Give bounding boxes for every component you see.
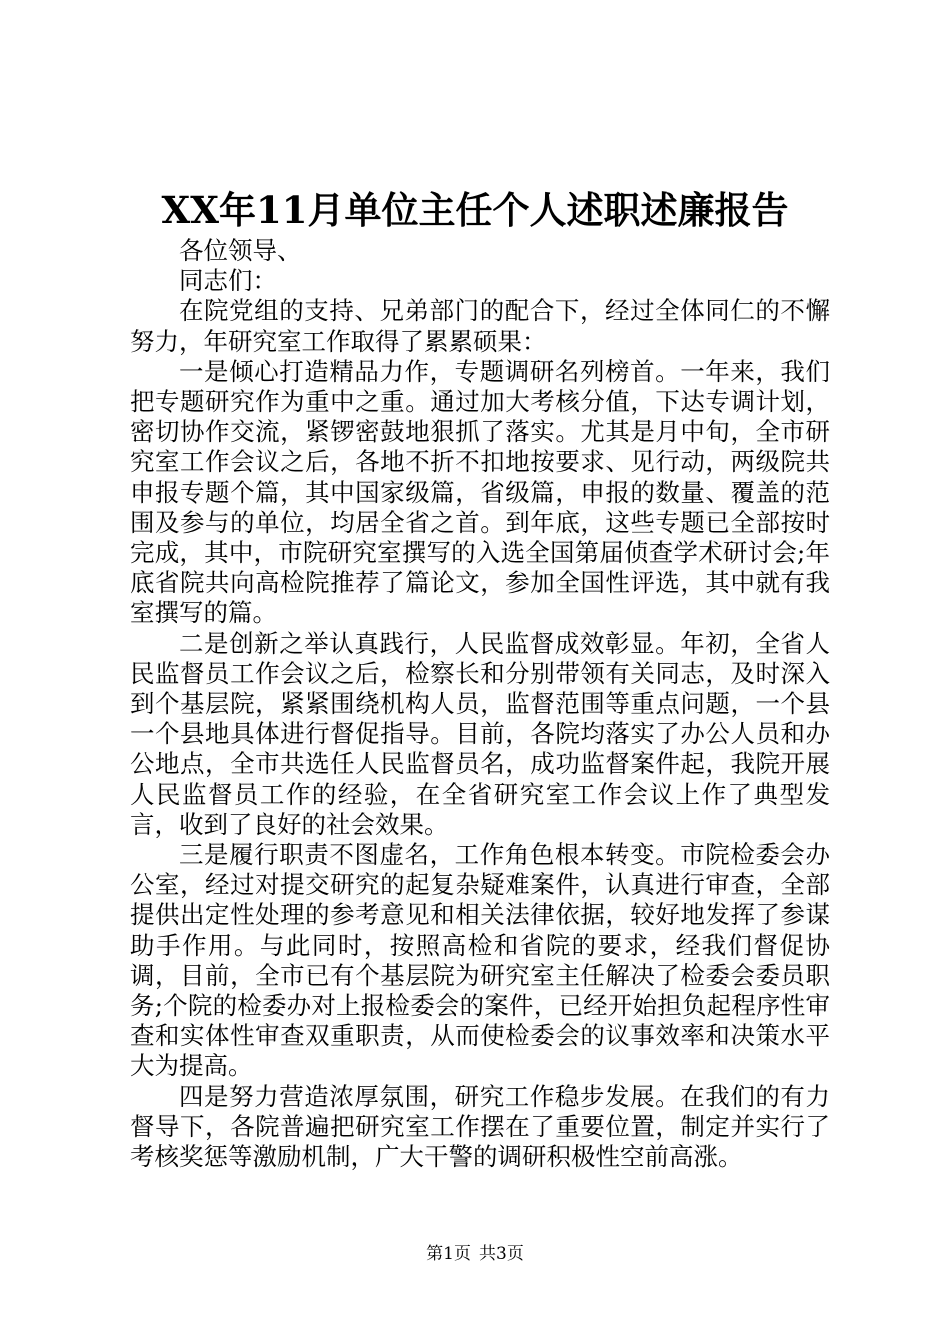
salutation-line: 各位领导、 xyxy=(179,236,302,265)
body-paragraph: 在院党组的支持、兄弟部门的配合下，经过全体同仁的不懈努力，年研究室工作取得了累累硕果： xyxy=(130,296,830,356)
body-paragraph: 二是创新之举认真践行，人民监督成效彰显。年初，全省人民监督员工作会议之后，检察长和分别带领有关同志，及时深入到个基层院，紧紧围绕机构人员，监督范围等重点问题，一个县一个县地具体进行督促指导。目前，各院均落实了办公人员和办公地点，全市共选任人民监督员名，成功监督案件起，我院开展人民监督员工作的经验，在全省研究室工作会议上作了典型发言，收到了良好的社会效果。 xyxy=(130,628,830,839)
body-paragraph: 四是努力营造浓厚氛围，研究工作稳步发展。在我们的有力督导下，各院普遍把研究室工作摆在了重要位置，制定并实行了考核奖惩等激励机制，广大干警的调研积极性空前高涨。 xyxy=(130,1081,830,1172)
salutation-line: 同志们： xyxy=(179,266,277,296)
document-title: XX年11月单位主任个人述职述廉报告 xyxy=(161,188,789,232)
page-number: 第1页 xyxy=(426,1244,471,1264)
page-footer xyxy=(0,1243,950,1265)
document-body xyxy=(130,236,830,1172)
body-paragraph: 三是履行职责不图虚名，工作角色根本转变。市院检委会办公室，经过对提交研究的起复杂疑难案件，认真进行审查，全部提供出定性处理的参考意见和相关法律依据，较好地发挥了参谋助手作用。与此同时，按照高检和省院的要求，经我们督促协调，目前，全市已有个基层院为研究室主任解决了检委会委员职务;个院的检委办对上报检委会的案件，已经开始担负起程序性审查和实体性审查双重职责，从而使检委会的议事效率和决策水平大为提高。 xyxy=(130,840,830,1081)
page-total: 共3页 xyxy=(479,1244,524,1264)
body-paragraph: 一是倾心打造精品力作，专题调研名列榜首。一年来，我们把专题研究作为重中之重。通过加大考核分值，下达专调计划，密切协作交流，紧锣密鼓地狠抓了落实。尤其是月中旬，全市研究室工作会议之后，各地不折不扣地按要求、见行动，两级院共申报专题个篇，其中国家级篇，省级篇，申报的数量、覆盖的范围及参与的单位，均居全省之首。到年底，这些专题已全部按时完成，其中，市院研究室撰写的入选全国第届侦查学术研讨会;年底省院共向高检院推荐了篇论文，参加全国性评选，其中就有我室撰写的篇。 xyxy=(130,356,830,628)
